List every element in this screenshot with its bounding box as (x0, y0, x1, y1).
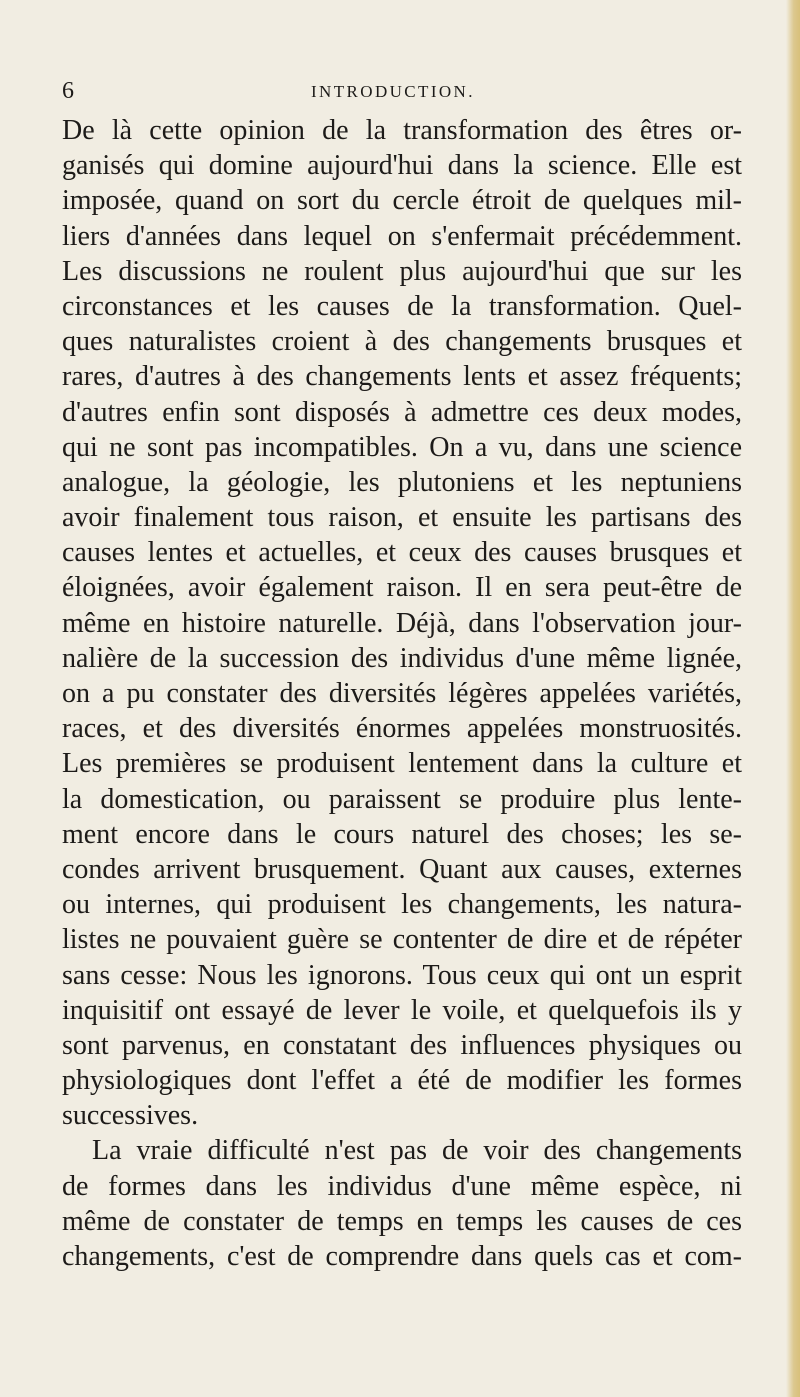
text-line: La vraie difficulté n'est pas de voir des changements (92, 1135, 742, 1167)
text-line: de formes dans les individus d'une même espèce, ni (62, 1170, 742, 1202)
text-line: causes lentes et actuelles, et ceux des causes brusques et (62, 537, 742, 569)
page-number: 6 (62, 78, 74, 104)
text-line: ou internes, qui produisent les changements, les natura- (62, 889, 742, 921)
text-line: même en histoire naturelle. Déjà, dans l'observation jour- (62, 607, 742, 639)
page-edge (786, 0, 800, 1397)
text-line: condes arrivent brusquement. Quant aux causes, externes (62, 853, 742, 885)
text-line: inquisitif ont essayé de lever le voile, et quelquefois ils y (62, 994, 742, 1026)
text-line: listes ne pouvaient guère se contenter de dire et de répéter (62, 924, 742, 956)
text-line: la domestication, ou paraissent se produire plus lente- (62, 783, 742, 815)
text-line: rares, d'autres à des changements lents et assez fréquents; (62, 361, 742, 393)
text-line: d'autres enfin sont disposés à admettre ces deux modes, (62, 396, 742, 428)
text-line: on a pu constater des diversités légères appelées variétés, (62, 678, 742, 709)
running-title: INTRODUCTION. (311, 82, 475, 101)
text-line: ganisés qui domine aujourd'hui dans la science. Elle est (62, 150, 742, 182)
text-line: éloignées, avoir également raison. Il en sera peut-être de (62, 572, 742, 604)
text-line: ques naturalistes croient à des changements brusques et (62, 326, 742, 358)
body-text (62, 113, 742, 1274)
text-line: qui ne sont pas incompatibles. On a vu, dans une science (62, 431, 742, 463)
text-line: circonstances et les causes de la transformation. Quel- (62, 290, 742, 322)
text-line: ment encore dans le cours naturel des choses; les se- (62, 818, 742, 850)
text-line: Les premières se produisent lentement dans la culture et (62, 748, 742, 780)
text-line: avoir finalement tous raison, et ensuite les partisans des (62, 502, 742, 534)
text-line: imposée, quand on sort du cercle étroit de quelques mil- (62, 185, 742, 217)
page-header (0, 76, 800, 110)
text-line: sans cesse: Nous les ignorons. Tous ceux qui ont un esprit (62, 959, 742, 991)
text-line: physiologiques dont l'effet a été de modifier les formes (62, 1065, 742, 1097)
text-line: analogue, la géologie, les plutoniens et les neptuniens (62, 466, 742, 498)
text-line: même de constater de temps en temps les causes de ces (62, 1205, 742, 1237)
text-line: nalière de la succession des individus d'une même lignée, (62, 642, 742, 674)
text-line: liers d'années dans lequel on s'enfermait précédemment. (62, 220, 742, 252)
text-line: races, et des diversités énormes appelées monstruosités. (62, 713, 742, 745)
text-line: Les discussions ne roulent plus aujourd'hui que sur les (62, 255, 742, 287)
text-line: changements, c'est de comprendre dans quels cas et com- (62, 1241, 742, 1272)
text-line: De là cette opinion de la transformation des êtres or- (62, 115, 742, 146)
text-line: sont parvenus, en constatant des influences physiques ou (62, 1029, 742, 1061)
text-line: successives. (62, 1100, 199, 1132)
